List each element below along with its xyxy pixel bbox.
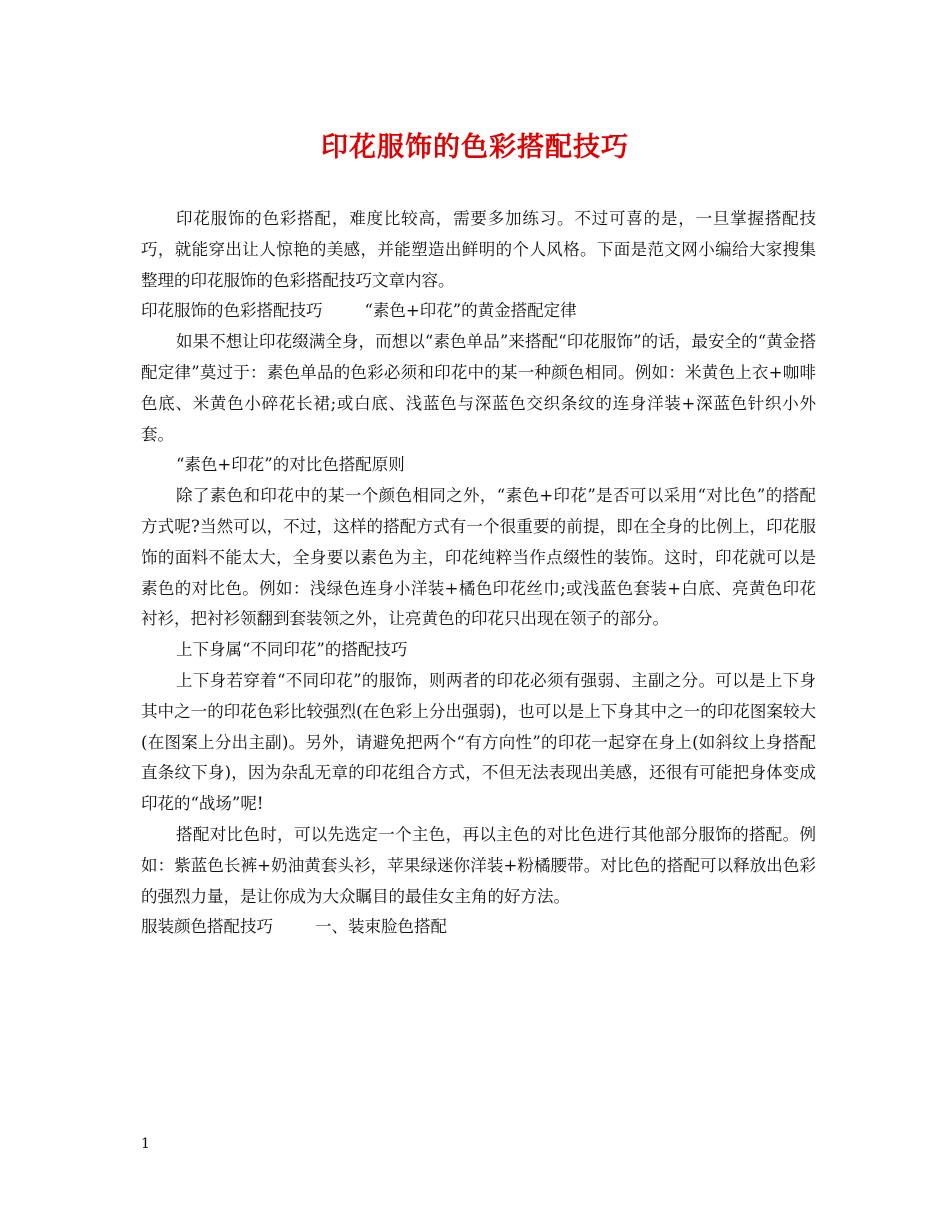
section-heading-line: 印花服饰的色彩搭配技巧 “素色+印花”的黄金搭配定律 xyxy=(141,301,577,321)
intro-paragraph: 印花服饰的色彩搭配，难度比较高，需要多加练习。不过可喜的是，一旦掌握搭配技巧，就能穿出让人惊艳的美感，并能塑造出鲜明的个人风格。下面是范文网小编给大家搜集整理的印花服饰的色彩搭配技巧文章内容。 xyxy=(141,209,816,290)
subheading: “素色+印花”的对比色搭配原则 xyxy=(176,455,405,475)
document-body xyxy=(141,204,816,943)
page-number: 1 xyxy=(141,1136,150,1152)
page-title: 印花服饰的色彩搭配技巧 xyxy=(321,132,629,163)
body-paragraph: 搭配对比色时，可以先选定一个主色，再以主色的对比色进行其他部分服饰的搭配。例如：紫蓝色长裤+奶油黄套头衫，苹果绿迷你洋装+粉橘腰带。对比色的搭配可以释放出色彩的强烈力量，是让你成为大众瞩目的最佳女主角的好方法。 xyxy=(141,824,816,906)
body-paragraph: 除了素色和印花中的某一个颜色相同之外，“素色+印花”是否可以采用“对比色”的搭配方式呢?当然可以，不过，这样的搭配方式有一个很重要的前提，即在全身的比例上，印花服饰的面料不能太大，全身要以素色为主，印花纯粹当作点缀性的装饰。这时，印花就可以是素色的对比色。例如：浅绿色连身小洋装+橘色印花丝巾;或浅蓝色套装+白底、亮黄色印花衬衫，把衬衫领翻到套装领之外，让亮黄色的印花只出现在领子的部分。 xyxy=(141,486,816,629)
body-paragraph: 上下身若穿着“不同印花”的服饰，则两者的印花必须有强弱、主副之分。可以是上下身其中之一的印花色彩比较强烈(在色彩上分出强弱)，也可以是上下身其中之一的印花图案较大(在图案上分出主副)。另外，请避免把两个“有方向性”的印花一起穿在身上(如斜纹上身搭配直条纹下身)，因为杂乱无章的印花组合方式，不但无法表现出美感，还很有可能把身体变成印花的“战场”呢! xyxy=(141,670,816,814)
subheading: 上下身属“不同印花”的搭配技巧 xyxy=(176,640,408,660)
section-heading-line: 服装颜色搭配技巧 一、装束脸色搭配 xyxy=(141,917,447,937)
body-paragraph: 如果不想让印花缀满全身，而想以“素色单品”来搭配“印花服饰”的话，最安全的“黄金搭配定律”莫过于：素色单品的色彩必须和印花中的某一种颜色相同。例如：米黄色上衣+咖啡色底、米黄色小碎花长裙;或白底、浅蓝色与深蓝色交织条纹的连身洋装+深蓝色针织小外套。 xyxy=(141,332,816,444)
